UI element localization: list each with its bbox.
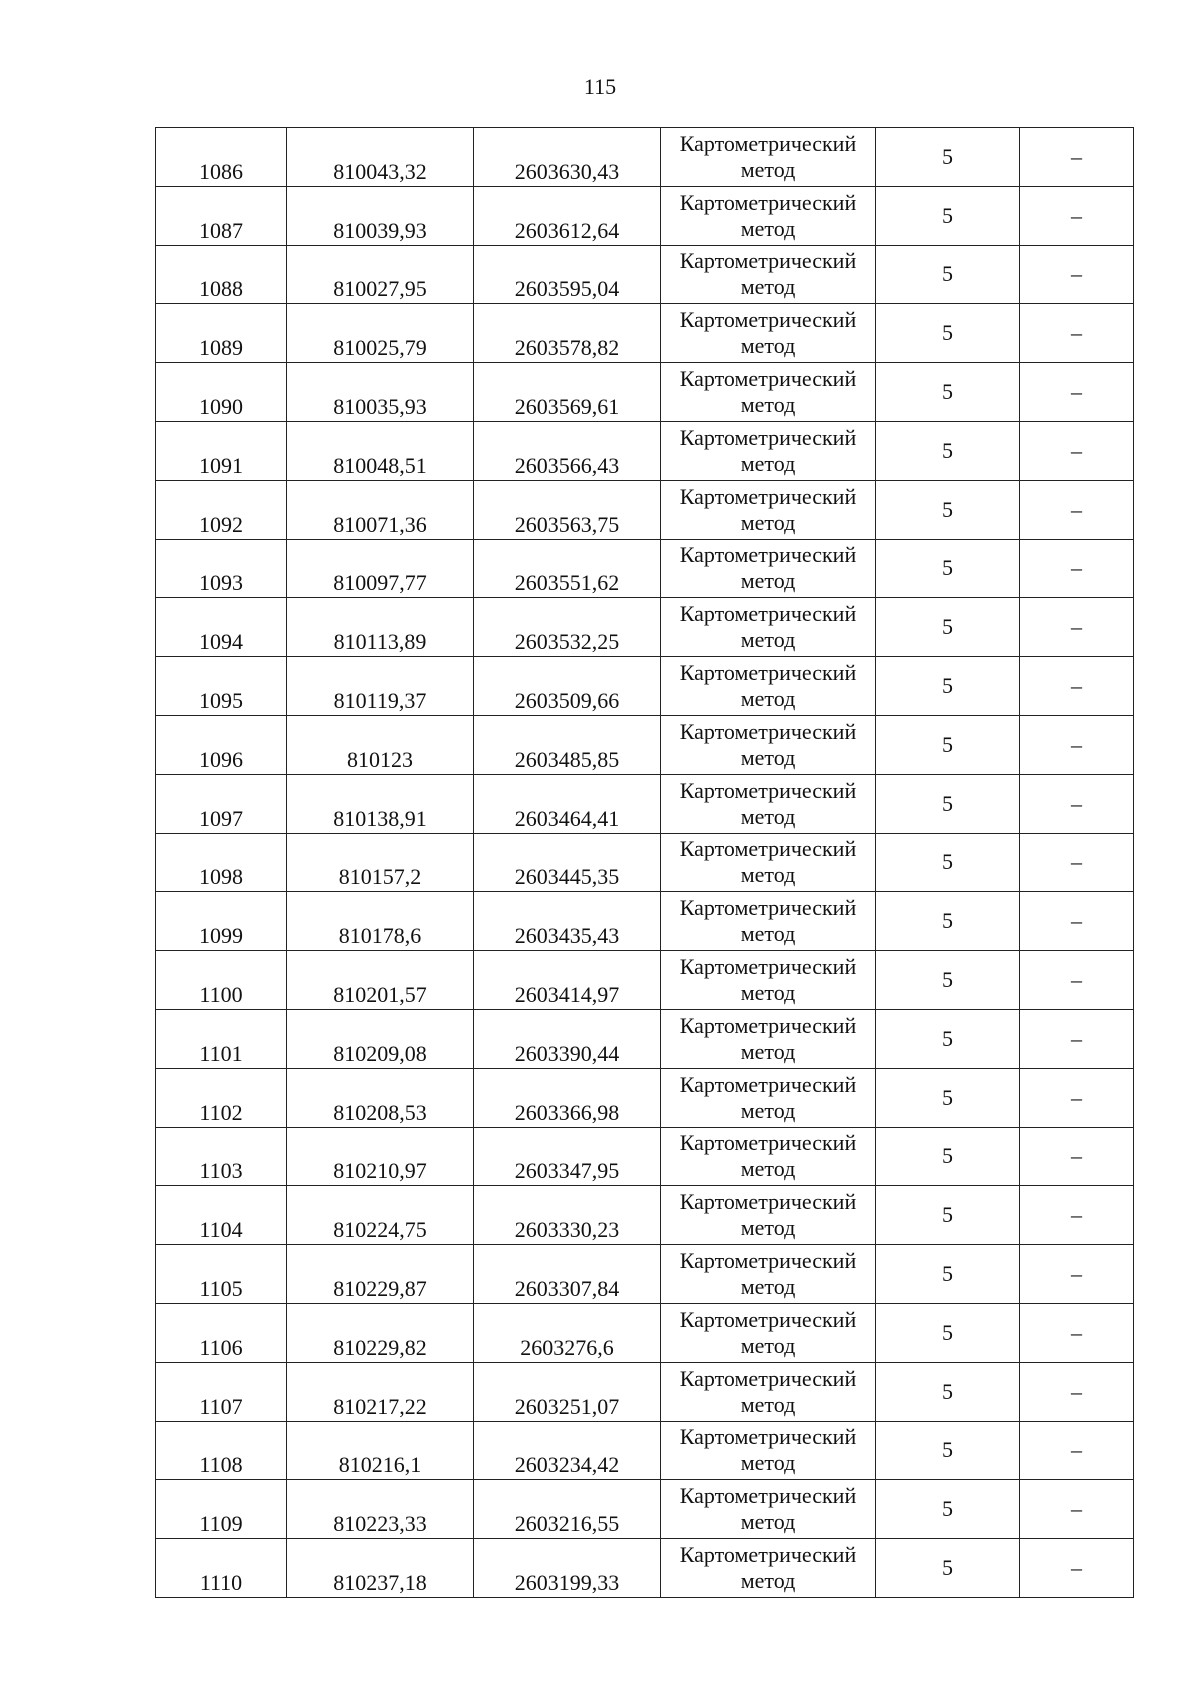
y-coordinate-cell: 2603563,75: [474, 480, 661, 539]
method-line-2: метод: [740, 156, 796, 182]
table-row: [156, 657, 1134, 716]
x-coordinate-cell: 810027,95: [287, 245, 474, 304]
method-cell: [661, 1480, 876, 1539]
method-cell: [661, 1127, 876, 1186]
y-coordinate-cell: 2603414,97: [474, 951, 661, 1010]
point-number-cell: 1105: [156, 1245, 287, 1304]
table-row: [156, 1421, 1134, 1480]
table-row: [156, 1245, 1134, 1304]
x-coordinate-cell: 810210,97: [287, 1127, 474, 1186]
page-number: 115: [583, 74, 617, 99]
y-coordinate-cell: 2603578,82: [474, 304, 661, 363]
note-cell: –: [1020, 363, 1134, 422]
x-coordinate-cell: 810119,37: [287, 657, 474, 716]
method-line-2: метод: [740, 1509, 796, 1535]
method-line-2: метод: [740, 803, 796, 829]
note-cell: –: [1020, 128, 1134, 187]
y-coordinate-cell: 2603390,44: [474, 1009, 661, 1068]
method-line-1: Картометрический: [679, 660, 857, 686]
x-coordinate-cell: 810123: [287, 715, 474, 774]
accuracy-cell: 5: [876, 1009, 1020, 1068]
point-number-cell: 1103: [156, 1127, 287, 1186]
point-number-cell: 1095: [156, 657, 287, 716]
point-number-cell: 1091: [156, 421, 287, 480]
method-line-2: метод: [740, 509, 796, 535]
method-cell: [661, 539, 876, 598]
note-cell: –: [1020, 833, 1134, 892]
method-line-2: метод: [740, 1215, 796, 1241]
accuracy-cell: 5: [876, 833, 1020, 892]
x-coordinate-cell: 810224,75: [287, 1186, 474, 1245]
method-line-1: Картометрический: [679, 307, 857, 333]
table-row: [156, 715, 1134, 774]
accuracy-cell: 5: [876, 480, 1020, 539]
point-number-cell: 1106: [156, 1303, 287, 1362]
method-cell: [661, 1186, 876, 1245]
method-line-2: метод: [740, 450, 796, 476]
y-coordinate-cell: 2603566,43: [474, 421, 661, 480]
note-cell: –: [1020, 892, 1134, 951]
note-cell: –: [1020, 598, 1134, 657]
table-row: [156, 363, 1134, 422]
point-number-cell: 1087: [156, 186, 287, 245]
table-row: [156, 1303, 1134, 1362]
point-number-cell: 1100: [156, 951, 287, 1010]
accuracy-cell: 5: [876, 715, 1020, 774]
note-cell: –: [1020, 774, 1134, 833]
x-coordinate-cell: 810035,93: [287, 363, 474, 422]
accuracy-cell: 5: [876, 1245, 1020, 1304]
point-number-cell: 1110: [156, 1539, 287, 1598]
accuracy-cell: 5: [876, 186, 1020, 245]
point-number-cell: 1104: [156, 1186, 287, 1245]
y-coordinate-cell: 2603347,95: [474, 1127, 661, 1186]
accuracy-cell: 5: [876, 1539, 1020, 1598]
accuracy-cell: 5: [876, 128, 1020, 187]
table-row: [156, 480, 1134, 539]
method-cell: [661, 892, 876, 951]
point-number-cell: 1097: [156, 774, 287, 833]
x-coordinate-cell: 810043,32: [287, 128, 474, 187]
y-coordinate-cell: 2603551,62: [474, 539, 661, 598]
x-coordinate-cell: 810216,1: [287, 1421, 474, 1480]
accuracy-cell: 5: [876, 892, 1020, 951]
note-cell: –: [1020, 1068, 1134, 1127]
accuracy-cell: 5: [876, 363, 1020, 422]
method-cell: [661, 245, 876, 304]
note-cell: –: [1020, 1127, 1134, 1186]
point-number-cell: 1101: [156, 1009, 287, 1068]
method-line-2: метод: [740, 1568, 796, 1594]
method-line-2: метод: [740, 1391, 796, 1417]
x-coordinate-cell: 810138,91: [287, 774, 474, 833]
y-coordinate-cell: 2603569,61: [474, 363, 661, 422]
accuracy-cell: 5: [876, 1362, 1020, 1421]
table-row: [156, 833, 1134, 892]
x-coordinate-cell: 810208,53: [287, 1068, 474, 1127]
note-cell: –: [1020, 539, 1134, 598]
method-line-2: метод: [740, 1156, 796, 1182]
accuracy-cell: 5: [876, 245, 1020, 304]
method-line-2: метод: [740, 862, 796, 888]
y-coordinate-cell: 2603199,33: [474, 1539, 661, 1598]
table-row: [156, 1186, 1134, 1245]
y-coordinate-cell: 2603366,98: [474, 1068, 661, 1127]
x-coordinate-cell: 810229,82: [287, 1303, 474, 1362]
table-row: [156, 892, 1134, 951]
point-number-cell: 1089: [156, 304, 287, 363]
point-number-cell: 1099: [156, 892, 287, 951]
method-line-2: метод: [740, 1038, 796, 1064]
method-line-2: метод: [740, 1450, 796, 1476]
method-line-1: Картометрический: [679, 130, 857, 156]
accuracy-cell: 5: [876, 1127, 1020, 1186]
note-cell: –: [1020, 1480, 1134, 1539]
method-line-1: Картометрический: [679, 189, 857, 215]
table-row: [156, 1480, 1134, 1539]
note-cell: –: [1020, 1245, 1134, 1304]
table-row: [156, 1068, 1134, 1127]
point-number-cell: 1107: [156, 1362, 287, 1421]
method-line-1: Картометрический: [679, 248, 857, 274]
y-coordinate-cell: 2603532,25: [474, 598, 661, 657]
table-row: [156, 128, 1134, 187]
x-coordinate-cell: 810071,36: [287, 480, 474, 539]
method-cell: [661, 128, 876, 187]
note-cell: –: [1020, 1539, 1134, 1598]
accuracy-cell: 5: [876, 951, 1020, 1010]
x-coordinate-cell: 810178,6: [287, 892, 474, 951]
method-line-1: Картометрический: [679, 1189, 857, 1215]
y-coordinate-cell: 2603485,85: [474, 715, 661, 774]
method-cell: [661, 1421, 876, 1480]
accuracy-cell: 5: [876, 421, 1020, 480]
method-cell: [661, 1362, 876, 1421]
point-number-cell: 1108: [156, 1421, 287, 1480]
method-line-2: метод: [740, 274, 796, 300]
table-row: [156, 539, 1134, 598]
x-coordinate-cell: 810025,79: [287, 304, 474, 363]
y-coordinate-cell: 2603330,23: [474, 1186, 661, 1245]
method-line-2: метод: [740, 215, 796, 241]
method-cell: [661, 951, 876, 1010]
method-line-1: Картометрический: [679, 1424, 857, 1450]
method-cell: [661, 1068, 876, 1127]
method-line-1: Картометрический: [679, 777, 857, 803]
y-coordinate-cell: 2603445,35: [474, 833, 661, 892]
method-line-1: Картометрический: [679, 601, 857, 627]
method-cell: [661, 598, 876, 657]
y-coordinate-cell: 2603630,43: [474, 128, 661, 187]
method-cell: [661, 304, 876, 363]
method-line-1: Картометрический: [679, 836, 857, 862]
table-row: [156, 1127, 1134, 1186]
method-line-2: метод: [740, 744, 796, 770]
note-cell: –: [1020, 1362, 1134, 1421]
method-line-1: Картометрический: [679, 1071, 857, 1097]
method-line-1: Картометрический: [679, 1483, 857, 1509]
accuracy-cell: 5: [876, 1303, 1020, 1362]
x-coordinate-cell: 810217,22: [287, 1362, 474, 1421]
table-row: [156, 1009, 1134, 1068]
y-coordinate-cell: 2603216,55: [474, 1480, 661, 1539]
y-coordinate-cell: 2603435,43: [474, 892, 661, 951]
method-cell: [661, 1245, 876, 1304]
x-coordinate-cell: 810229,87: [287, 1245, 474, 1304]
y-coordinate-cell: 2603251,07: [474, 1362, 661, 1421]
note-cell: –: [1020, 715, 1134, 774]
x-coordinate-cell: 810097,77: [287, 539, 474, 598]
method-cell: [661, 1303, 876, 1362]
note-cell: –: [1020, 304, 1134, 363]
table-row: [156, 598, 1134, 657]
table-row: [156, 186, 1134, 245]
note-cell: –: [1020, 480, 1134, 539]
x-coordinate-cell: 810048,51: [287, 421, 474, 480]
point-number-cell: 1092: [156, 480, 287, 539]
method-line-1: Картометрический: [679, 424, 857, 450]
point-number-cell: 1094: [156, 598, 287, 657]
point-number-cell: 1088: [156, 245, 287, 304]
method-line-2: метод: [740, 921, 796, 947]
y-coordinate-cell: 2603276,6: [474, 1303, 661, 1362]
method-cell: [661, 363, 876, 422]
method-line-1: Картометрический: [679, 1542, 857, 1568]
table-row: [156, 774, 1134, 833]
note-cell: –: [1020, 1009, 1134, 1068]
accuracy-cell: 5: [876, 657, 1020, 716]
method-line-2: метод: [740, 627, 796, 653]
method-cell: [661, 421, 876, 480]
x-coordinate-cell: 810039,93: [287, 186, 474, 245]
accuracy-cell: 5: [876, 598, 1020, 657]
note-cell: –: [1020, 421, 1134, 480]
point-number-cell: 1098: [156, 833, 287, 892]
x-coordinate-cell: 810209,08: [287, 1009, 474, 1068]
point-number-cell: 1093: [156, 539, 287, 598]
x-coordinate-cell: 810157,2: [287, 833, 474, 892]
method-cell: [661, 657, 876, 716]
x-coordinate-cell: 810113,89: [287, 598, 474, 657]
method-line-1: Картометрический: [679, 954, 857, 980]
method-line-2: метод: [740, 1274, 796, 1300]
accuracy-cell: 5: [876, 1480, 1020, 1539]
method-cell: [661, 1539, 876, 1598]
table-row: [156, 1539, 1134, 1598]
point-number-cell: 1090: [156, 363, 287, 422]
method-line-2: метод: [740, 333, 796, 359]
point-number-cell: 1086: [156, 128, 287, 187]
y-coordinate-cell: 2603612,64: [474, 186, 661, 245]
method-line-1: Картометрический: [679, 1012, 857, 1038]
table-row: [156, 245, 1134, 304]
method-line-1: Картометрический: [679, 1306, 857, 1332]
y-coordinate-cell: 2603464,41: [474, 774, 661, 833]
y-coordinate-cell: 2603307,84: [474, 1245, 661, 1304]
table-row: [156, 1362, 1134, 1421]
coordinates-table: [155, 127, 1134, 1598]
x-coordinate-cell: 810223,33: [287, 1480, 474, 1539]
point-number-cell: 1102: [156, 1068, 287, 1127]
method-cell: [661, 186, 876, 245]
accuracy-cell: 5: [876, 774, 1020, 833]
method-line-1: Картометрический: [679, 542, 857, 568]
table-row: [156, 304, 1134, 363]
method-line-1: Картометрический: [679, 895, 857, 921]
method-line-2: метод: [740, 392, 796, 418]
x-coordinate-cell: 810237,18: [287, 1539, 474, 1598]
method-line-1: Картометрический: [679, 1365, 857, 1391]
method-line-2: метод: [740, 980, 796, 1006]
accuracy-cell: 5: [876, 1186, 1020, 1245]
point-number-cell: 1109: [156, 1480, 287, 1539]
table-row: [156, 951, 1134, 1010]
note-cell: –: [1020, 1186, 1134, 1245]
y-coordinate-cell: 2603595,04: [474, 245, 661, 304]
note-cell: –: [1020, 245, 1134, 304]
method-cell: [661, 715, 876, 774]
table-body: [156, 128, 1134, 1598]
method-line-1: Картометрический: [679, 483, 857, 509]
method-cell: [661, 480, 876, 539]
accuracy-cell: 5: [876, 539, 1020, 598]
x-coordinate-cell: 810201,57: [287, 951, 474, 1010]
method-line-2: метод: [740, 686, 796, 712]
method-line-2: метод: [740, 1332, 796, 1358]
method-line-1: Картометрический: [679, 1130, 857, 1156]
method-line-1: Картометрический: [679, 1248, 857, 1274]
y-coordinate-cell: 2603509,66: [474, 657, 661, 716]
method-line-1: Картометрический: [679, 718, 857, 744]
y-coordinate-cell: 2603234,42: [474, 1421, 661, 1480]
method-line-2: метод: [740, 568, 796, 594]
accuracy-cell: 5: [876, 304, 1020, 363]
point-number-cell: 1096: [156, 715, 287, 774]
note-cell: –: [1020, 951, 1134, 1010]
note-cell: –: [1020, 1421, 1134, 1480]
note-cell: –: [1020, 1303, 1134, 1362]
table-row: [156, 421, 1134, 480]
method-cell: [661, 774, 876, 833]
note-cell: –: [1020, 657, 1134, 716]
method-line-2: метод: [740, 1097, 796, 1123]
method-cell: [661, 1009, 876, 1068]
accuracy-cell: 5: [876, 1421, 1020, 1480]
note-cell: –: [1020, 186, 1134, 245]
method-cell: [661, 833, 876, 892]
method-line-1: Картометрический: [679, 366, 857, 392]
accuracy-cell: 5: [876, 1068, 1020, 1127]
